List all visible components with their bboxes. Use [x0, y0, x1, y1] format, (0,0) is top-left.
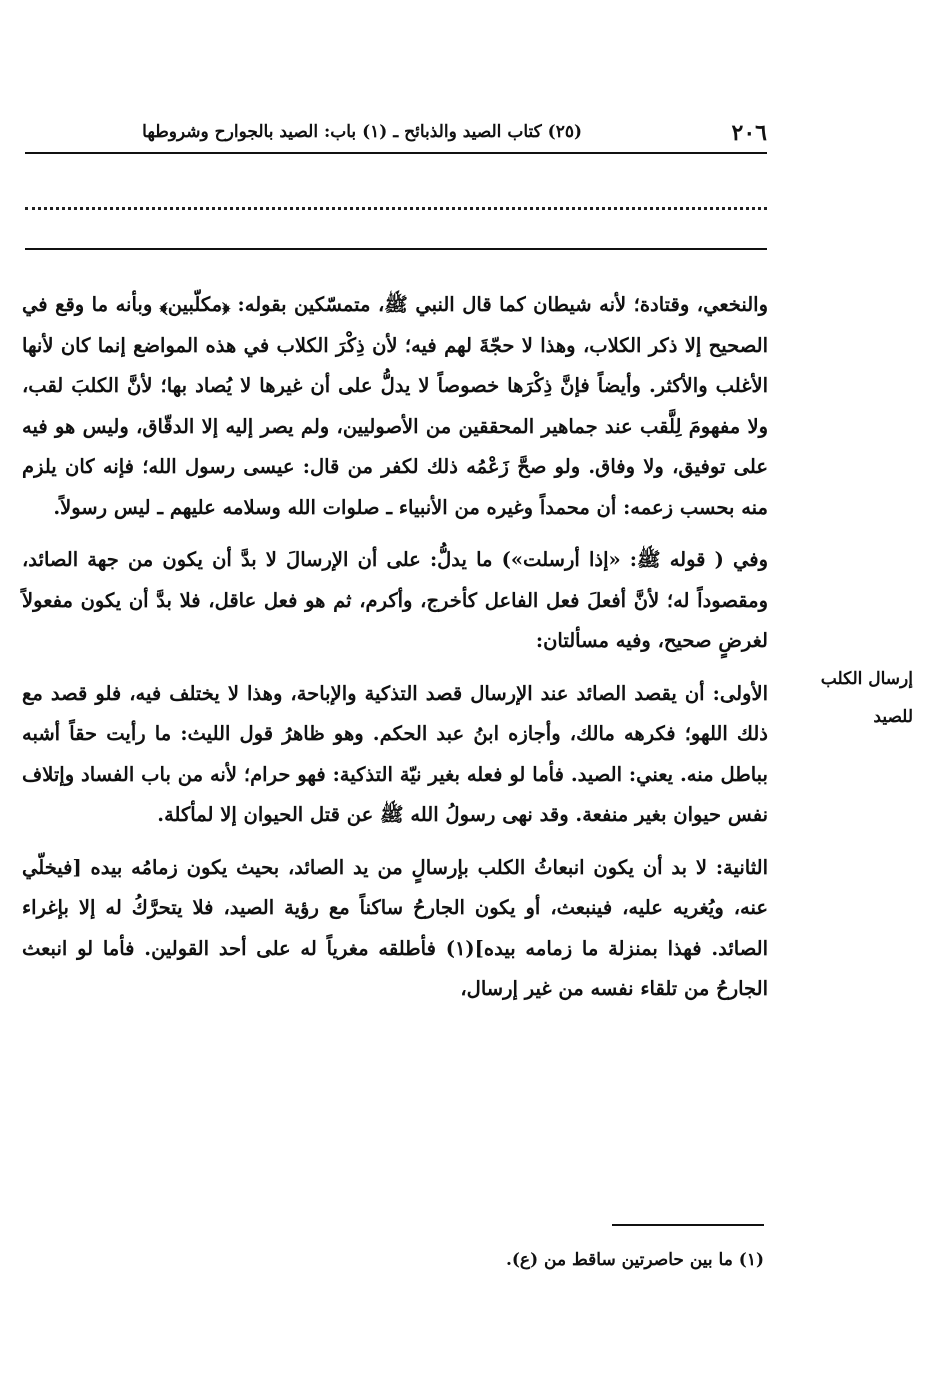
- top-rule: [25, 248, 767, 250]
- footnote: (١) ما بين حاصرتين ساقط من (ع).: [505, 1250, 764, 1270]
- main-text: [22, 285, 768, 1010]
- paragraph-1: والنخعي، وقتادة؛ لأنه شيطان كما قال النبي ﷺ، متمسّكين بقوله: ﴿مكلّبين﴾ وبأنه ما وقع في الصحيح إلا ذكر الكلاب، وهذا لا حجّةَ لهم فيه؛ لأن ذِكْرَ الكلاب في هذه المواضع إنما كان لأنها الأغلب والأكثر. وأيضاً فإنَّ ذِكْرَها خصوصاً لا يدلُّ على أن غيرها لا يُصاد بها؛ لأنَّ الكلبَ لقب، ولا مفهومَ لِلَّقب عند جماهير المحققين من الأصوليين، ولم يصر إليه إلا الدقّاق، وليس هو فيه على توفيق، ولا وفاق. ولو صحَّ زَعْمُه ذلك لكفر من قال: عيسى رسول الله؛ فإنه كان يلزم منه بحسب زعمه: أن محمداً وغيره من الأنبياء ـ صلوات الله وسلامه عليهم ـ ليس رسولاً.: [22, 293, 768, 519]
- page-header: [25, 118, 767, 154]
- page-number: ٢٠٦: [731, 120, 767, 146]
- paragraph-2: وفي ( قوله ﷺ: «إذا أرسلت») ما يدلُّ: على أن الإرسالَ لا بدَّ أن يكون من جهة الصائد، ومقصوداً له؛ لأنَّ أفعلَ فعل الفاعل كأخرج، وأكرم، ثم هو فعل عاقل، فلا بدَّ أن يكون مفعولاً لغرضٍ صحيح، وفيه مسألتان:: [22, 548, 768, 652]
- margin-note: إرسال الكلب للصيد: [820, 669, 913, 727]
- paragraph-4: الثانية: لا بد أن يكون انبعاثُ الكلب بإرسالٍ من يد الصائد، بحيث يكون زمامُه بيده [فيخلّي عنه، ويُغريه عليه، فينبعث، أو يكون الجارحُ ساكناً مع رؤية الصيد، فلا يتحرَّكُ له إلا بإغراء الصائد. فهذا بمنزلة ما زمامه بيده](١) فأطلقه مغرياً له على أحد القولين. فأما لو انبعث الجارحُ من تلقاء نفسه من غير إرسال،: [22, 855, 768, 1000]
- dotted-separator: [25, 196, 767, 210]
- paragraph-3: الأولى: أن يقصد الصائد عند الإرسال قصد التذكية والإباحة، وهذا لا يختلف فيه، فلو قصد مع ذلك اللهو؛ فكرهه مالك، وأجازه ابنُ عبد الحكم. وهو ظاهرُ قول الليث: ما رأيت حقاً أشبه بباطل منه. يعني: الصيد. فأما لو فعله بغير نيّة التذكية: فهو حرام؛ لأنه من باب الفساد وإتلاف نفس حيوان بغير منفعة. وقد نهى رسولُ الله ﷺ عن قتل الحيوان إلا لمأكلة.: [22, 681, 768, 826]
- running-title: (٢٥) كتاب الصيد والذبائح ـ (١) باب: الصيد بالجوارح وشروطها: [142, 122, 582, 142]
- footnote-rule: [612, 1224, 764, 1226]
